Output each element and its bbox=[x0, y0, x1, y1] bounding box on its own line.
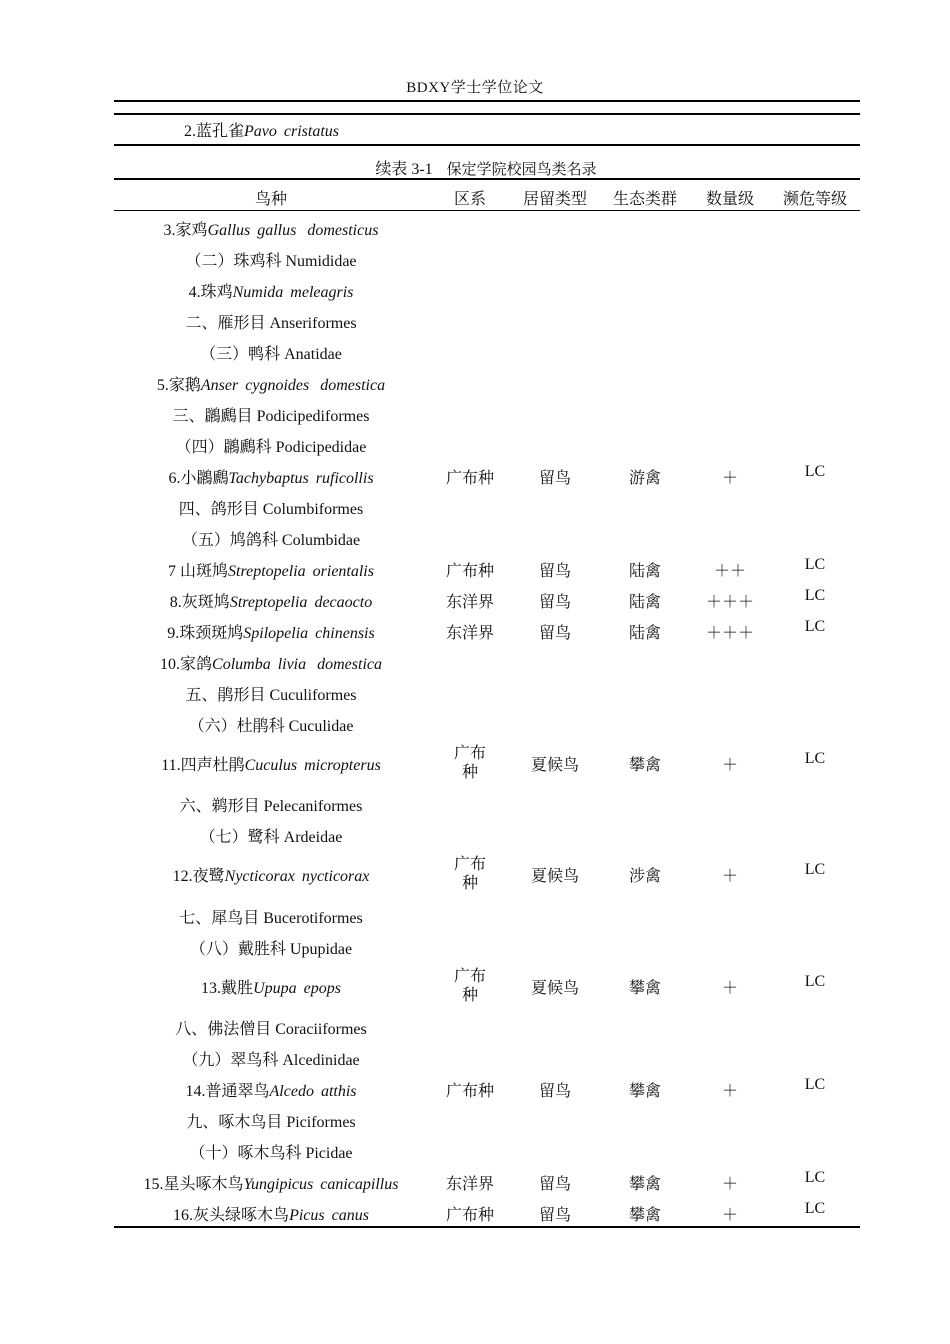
table-row bbox=[0, 936, 950, 958]
col-header-status: 濒危等级 bbox=[782, 191, 847, 208]
group-cell: 攀禽 bbox=[628, 980, 661, 997]
table-top-rule bbox=[114, 178, 860, 180]
species-genus: Picus bbox=[289, 1207, 325, 1224]
prev-table-top-rule bbox=[114, 113, 860, 115]
species-epithet: cygnoides domestica bbox=[245, 377, 386, 394]
table-row bbox=[0, 434, 950, 456]
species-cell bbox=[112, 752, 430, 775]
species-label: 三、鸊鷉目 Podicipediformes bbox=[172, 408, 370, 425]
species-genus: Yungipicus bbox=[243, 1176, 314, 1193]
status-cell: LC bbox=[804, 587, 826, 604]
fauna-cell: 广布种 bbox=[453, 968, 486, 1004]
col-header-residence: 居留类型 bbox=[522, 191, 587, 208]
species-label: 5.家鹅 bbox=[156, 377, 201, 394]
table-row bbox=[0, 1047, 950, 1069]
species-cell bbox=[112, 1202, 430, 1225]
species-label: 二、雁形目 Anseriformes bbox=[185, 315, 357, 332]
species-label: （九）翠鸟科 Alcedinidae bbox=[182, 1052, 360, 1069]
species-genus: Upupa bbox=[253, 980, 297, 997]
species-cell bbox=[112, 434, 430, 457]
prev-row-label: 2.蓝孔雀 bbox=[184, 123, 245, 140]
fauna-cell: 东洋界 bbox=[445, 594, 494, 611]
status-cell: LC bbox=[804, 556, 826, 573]
species-cell bbox=[112, 1047, 430, 1070]
species-label: 13.戴胜 bbox=[201, 980, 254, 997]
species-cell bbox=[112, 936, 430, 959]
species-genus: Nycticorax bbox=[224, 868, 295, 885]
table-row bbox=[0, 651, 950, 673]
residence-cell: 留鸟 bbox=[538, 1207, 571, 1224]
species-cell bbox=[112, 863, 430, 886]
table-row bbox=[0, 1171, 950, 1193]
fauna-cell: 广布种 bbox=[445, 1207, 494, 1224]
species-cell bbox=[112, 975, 430, 998]
residence-cell: 留鸟 bbox=[538, 625, 571, 642]
species-label: 3.家鸡 bbox=[163, 222, 208, 239]
species-cell bbox=[112, 403, 430, 426]
species-epithet: atthis bbox=[320, 1083, 357, 1100]
species-label: 11.四声杜鹃 bbox=[161, 757, 245, 774]
species-epithet: canus bbox=[331, 1207, 369, 1224]
species-cell bbox=[112, 651, 430, 674]
abundance-cell: ＋ bbox=[721, 980, 738, 997]
table-row bbox=[0, 793, 950, 815]
residence-cell: 留鸟 bbox=[538, 1083, 571, 1100]
table-row bbox=[0, 310, 950, 332]
group-cell: 攀禽 bbox=[628, 757, 661, 774]
table-caption bbox=[0, 156, 950, 179]
species-genus: Gallus bbox=[207, 222, 251, 239]
species-cell bbox=[112, 310, 430, 333]
table-row bbox=[0, 1078, 950, 1100]
table-row bbox=[0, 620, 950, 642]
table-row bbox=[0, 465, 950, 487]
table-row bbox=[0, 1202, 950, 1224]
table-row bbox=[0, 527, 950, 549]
species-cell bbox=[112, 465, 430, 488]
caption-title: 保定学院校园鸟类名录 bbox=[446, 160, 597, 178]
status-cell: LC bbox=[804, 618, 826, 635]
species-label: 四、鸽形目 Columbiformes bbox=[178, 501, 364, 518]
species-cell bbox=[112, 341, 430, 364]
abundance-cell: ＋＋＋ bbox=[705, 625, 754, 642]
species-cell bbox=[112, 824, 430, 847]
table-row bbox=[0, 589, 950, 611]
species-epithet: micropterus bbox=[304, 757, 381, 774]
status-cell: LC bbox=[804, 1169, 826, 1186]
species-epithet: meleagris bbox=[290, 284, 354, 301]
table-row bbox=[0, 1140, 950, 1162]
species-cell bbox=[112, 496, 430, 519]
species-cell bbox=[112, 1016, 430, 1039]
species-cell bbox=[112, 527, 430, 550]
species-label: 六、鹈形目 Pelecaniformes bbox=[179, 798, 363, 815]
species-label: 七、犀鸟目 Bucerotiformes bbox=[179, 910, 363, 927]
abundance-cell: ＋ bbox=[721, 1176, 738, 1193]
fauna-cell: 广布种 bbox=[445, 1083, 494, 1100]
prev-row-genus: Pavo bbox=[244, 123, 277, 140]
species-epithet: decaocto bbox=[314, 594, 373, 611]
group-cell: 游禽 bbox=[628, 470, 661, 487]
group-cell: 攀禽 bbox=[628, 1083, 661, 1100]
fauna-cell: 广布种 bbox=[453, 745, 486, 781]
species-genus: Spilopelia bbox=[243, 625, 309, 642]
species-epithet: livia domestica bbox=[277, 656, 382, 673]
table-row bbox=[0, 855, 950, 893]
species-cell bbox=[112, 1078, 430, 1101]
abundance-cell: ＋＋ bbox=[713, 563, 746, 580]
species-label: 八、佛法僧目 Coraciiformes bbox=[175, 1021, 367, 1038]
species-label: 16.灰头绿啄木鸟 bbox=[173, 1207, 290, 1224]
group-cell: 攀禽 bbox=[628, 1207, 661, 1224]
species-label: 14.普通翠鸟 bbox=[185, 1083, 270, 1100]
table-row bbox=[0, 1109, 950, 1131]
species-label: （十）啄木鸟科 Picidae bbox=[189, 1145, 353, 1162]
species-cell bbox=[112, 589, 430, 612]
species-label: （二）珠鸡科 Numididae bbox=[185, 253, 357, 270]
species-genus: Columba bbox=[212, 656, 271, 673]
abundance-cell: ＋ bbox=[721, 757, 738, 774]
residence-cell: 留鸟 bbox=[538, 563, 571, 580]
table-row bbox=[0, 372, 950, 394]
species-label: （六）杜鹃科 Cuculidae bbox=[188, 718, 354, 735]
col-header-fauna: 区系 bbox=[453, 191, 486, 208]
residence-cell: 留鸟 bbox=[538, 1176, 571, 1193]
residence-cell: 留鸟 bbox=[538, 594, 571, 611]
abundance-cell: ＋ bbox=[721, 470, 738, 487]
page-header: BDXY学士学位论文 bbox=[406, 80, 544, 96]
table-row bbox=[0, 496, 950, 518]
prev-table-bottom-rule bbox=[114, 144, 860, 146]
group-cell: 陆禽 bbox=[628, 594, 661, 611]
species-cell bbox=[112, 620, 430, 643]
table-row bbox=[0, 824, 950, 846]
fauna-cell: 东洋界 bbox=[445, 1176, 494, 1193]
table-header-rule bbox=[114, 210, 860, 211]
table-row bbox=[0, 341, 950, 363]
status-cell: LC bbox=[804, 463, 826, 480]
species-cell bbox=[112, 279, 430, 302]
abundance-cell: ＋ bbox=[721, 1083, 738, 1100]
species-epithet: epops bbox=[303, 980, 341, 997]
col-header-group: 生态类群 bbox=[612, 191, 677, 208]
status-cell: LC bbox=[804, 861, 826, 878]
species-cell bbox=[112, 1140, 430, 1163]
species-genus: Cuculus bbox=[244, 757, 298, 774]
species-genus: Numida bbox=[232, 284, 284, 301]
species-label: （四）鸊鷉科 Podicipedidae bbox=[175, 439, 367, 456]
col-header-species: 鸟种 bbox=[254, 191, 287, 208]
species-label: 7 山斑鸠 bbox=[168, 563, 229, 580]
group-cell: 涉禽 bbox=[628, 868, 661, 885]
species-genus: Alcedo bbox=[269, 1083, 314, 1100]
species-label: 15.星头啄木鸟 bbox=[143, 1176, 244, 1193]
table-row bbox=[0, 967, 950, 1005]
species-cell bbox=[112, 713, 430, 736]
fauna-cell: 东洋界 bbox=[445, 625, 494, 642]
species-genus: Streptopelia bbox=[228, 563, 306, 580]
residence-cell: 夏候鸟 bbox=[530, 757, 579, 774]
residence-cell: 留鸟 bbox=[538, 470, 571, 487]
species-epithet: chinensis bbox=[315, 625, 375, 642]
abundance-cell: ＋ bbox=[721, 1207, 738, 1224]
header-rule bbox=[114, 100, 860, 102]
species-epithet: orientalis bbox=[312, 563, 374, 580]
species-label: 五、鹃形目 Cuculiformes bbox=[185, 687, 357, 704]
table-row bbox=[0, 744, 950, 782]
species-cell bbox=[112, 558, 430, 581]
fauna-cell: 广布种 bbox=[445, 470, 494, 487]
species-label: 6.小鸊鷉 bbox=[168, 470, 229, 487]
prev-table-row bbox=[184, 118, 339, 141]
species-cell bbox=[112, 1171, 430, 1194]
species-epithet: gallus domesticus bbox=[257, 222, 379, 239]
group-cell: 陆禽 bbox=[628, 563, 661, 580]
species-epithet: canicapillus bbox=[320, 1176, 399, 1193]
group-cell: 陆禽 bbox=[628, 625, 661, 642]
species-label: 10.家鸽 bbox=[160, 656, 213, 673]
species-cell bbox=[112, 248, 430, 271]
species-cell bbox=[112, 217, 430, 240]
caption-number: 续表 3-1 bbox=[375, 161, 433, 178]
table-row bbox=[0, 682, 950, 704]
species-genus: Tachybaptus bbox=[228, 470, 309, 487]
species-label: 12.夜鹭 bbox=[172, 868, 225, 885]
table-row bbox=[0, 248, 950, 270]
residence-cell: 夏候鸟 bbox=[530, 980, 579, 997]
species-label: 九、啄木鸟目 Piciformes bbox=[186, 1114, 356, 1131]
species-label: 4.珠鸡 bbox=[188, 284, 233, 301]
species-cell bbox=[112, 1109, 430, 1132]
table-row bbox=[0, 403, 950, 425]
fauna-cell: 广布种 bbox=[453, 856, 486, 892]
species-label: （三）鸭科 Anatidae bbox=[200, 346, 342, 363]
species-cell bbox=[112, 372, 430, 395]
abundance-cell: ＋＋＋ bbox=[705, 594, 754, 611]
table-bottom-rule bbox=[114, 1226, 860, 1228]
species-label: （七）鹭科 Ardeidae bbox=[199, 829, 343, 846]
abundance-cell: ＋ bbox=[721, 868, 738, 885]
species-label: 8.灰斑鸠 bbox=[169, 594, 230, 611]
table-row bbox=[0, 905, 950, 927]
species-genus: Streptopelia bbox=[229, 594, 308, 611]
table-row bbox=[0, 217, 950, 239]
species-label: （八）戴胜科 Upupidae bbox=[189, 941, 353, 958]
status-cell: LC bbox=[804, 750, 826, 767]
table-row bbox=[0, 558, 950, 580]
species-genus: Anser bbox=[200, 377, 239, 394]
species-epithet: nycticorax bbox=[301, 868, 370, 885]
col-header-abundance: 数量级 bbox=[705, 191, 754, 208]
prev-row-species: cristatus bbox=[283, 123, 340, 140]
species-cell bbox=[112, 793, 430, 816]
status-cell: LC bbox=[804, 1076, 826, 1093]
table-row bbox=[0, 279, 950, 301]
status-cell: LC bbox=[804, 1200, 826, 1217]
residence-cell: 夏候鸟 bbox=[530, 868, 579, 885]
species-label: 9.珠颈斑鸠 bbox=[167, 625, 244, 642]
fauna-cell: 广布种 bbox=[445, 563, 494, 580]
species-label: （五）鸠鸽科 Columbidae bbox=[181, 532, 361, 549]
table-row bbox=[0, 713, 950, 735]
status-cell: LC bbox=[804, 973, 826, 990]
species-epithet: ruficollis bbox=[315, 470, 374, 487]
species-cell bbox=[112, 682, 430, 705]
table-row bbox=[0, 1016, 950, 1038]
species-cell bbox=[112, 905, 430, 928]
group-cell: 攀禽 bbox=[628, 1176, 661, 1193]
